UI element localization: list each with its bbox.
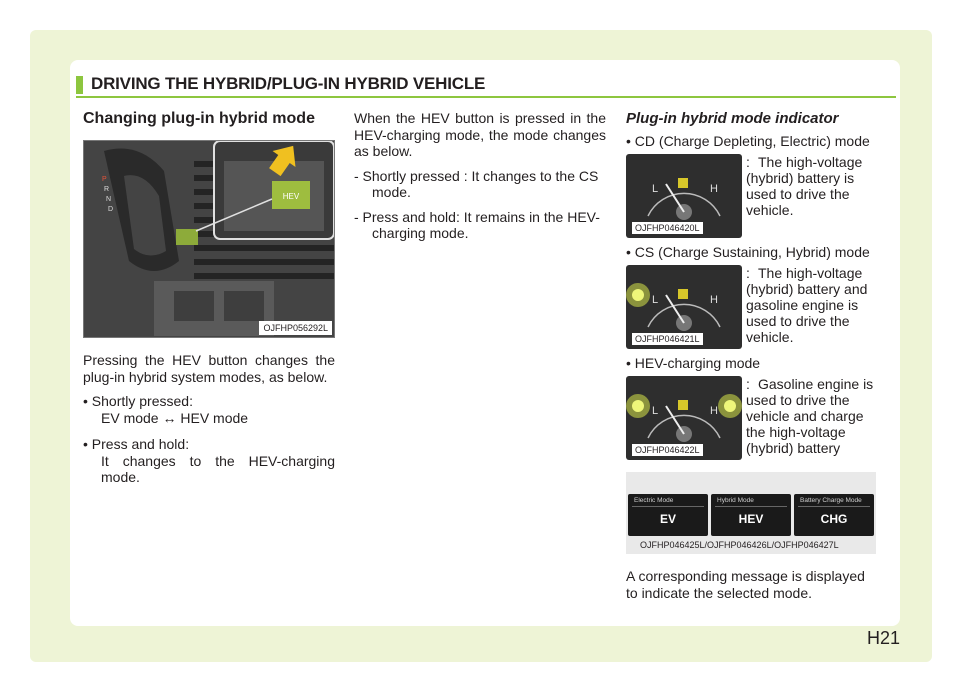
- page-number: H21: [866, 628, 900, 648]
- indicator-cs: [626, 265, 880, 349]
- mode-messages-panel: [626, 472, 876, 554]
- svg-text:D: D: [108, 206, 114, 213]
- column-middle: [354, 110, 606, 242]
- indicator-bullet: • HEV-charging mode: [626, 355, 761, 371]
- indicator-description: : The high-voltage (hybrid) battery is used to drive the vehicle.: [746, 154, 863, 218]
- svg-text:L: L: [652, 405, 659, 417]
- svg-text:N: N: [106, 196, 112, 203]
- indicator-bullet: • CS (Charge Sustaining, Hybrid) mode: [626, 244, 870, 260]
- mode-message-ev: Electric Mode EV: [628, 494, 708, 536]
- console-illustration: [84, 141, 334, 337]
- indicator-description: : The high-voltage (hybrid) battery and gasoline engine is used to drive the vehicle.: [746, 265, 868, 345]
- section-title: Changing plug-in hybrid mode: [83, 110, 315, 127]
- indicator-hev-charging: [626, 376, 880, 460]
- header-divider: [76, 96, 896, 98]
- gauge-caption: OJFHP046422L: [632, 444, 703, 456]
- header-accent-bar: [76, 76, 83, 94]
- hev-button-shape: [176, 229, 198, 245]
- mode-message-hev: Hybrid Mode HEV: [711, 494, 791, 536]
- list-item: - Shortly pressed : It changes to the CS mode.: [354, 167, 599, 200]
- svg-text:H: H: [710, 294, 718, 306]
- intro-paragraph: Pressing the HEV button changes the plug-in hybrid system modes, as below.: [83, 352, 335, 385]
- console-photo: [83, 140, 335, 338]
- svg-text:H: H: [710, 183, 718, 195]
- indicator-cd: [626, 154, 880, 238]
- fuel-pump-icon: [678, 178, 688, 188]
- fuel-gauge: [626, 376, 742, 460]
- fuel-pump-icon: [678, 400, 688, 410]
- indicator-bullet: • CD (Charge Depleting, Electric) mode: [626, 133, 870, 149]
- fuel-gauge: [626, 265, 742, 349]
- list-item-detail: It changes to the HEV-charging mode.: [101, 452, 335, 485]
- svg-text:L: L: [652, 183, 659, 195]
- press-list: [83, 393, 335, 486]
- section-header-title: DRIVING THE HYBRID/PLUG-IN HYBRID VEHICLE: [91, 74, 486, 93]
- hev-charging-paragraph: When the HEV button is pressed in the HEV-charging mode, the mode changes as below.: [354, 110, 606, 159]
- svg-text:P: P: [102, 176, 107, 183]
- indicator-description: : Gasoline engine is used to drive the vehicle and charge the high-voltage (hybrid) battery: [746, 376, 874, 456]
- mode-message-chg: Battery Charge Mode CHG: [794, 494, 874, 536]
- footer-paragraph: A corresponding message is displayed to indicate the selected mode.: [626, 568, 865, 601]
- list-item: - Press and hold: It remains in the HEV-charging mode.: [354, 208, 600, 241]
- column-left: [83, 110, 335, 486]
- indicator-subtitle: Plug-in hybrid mode indicator: [626, 110, 839, 127]
- svg-text:L: L: [652, 294, 659, 306]
- list-item: • Shortly pressed:: [83, 393, 193, 409]
- gauge-caption: OJFHP046420L: [632, 222, 703, 234]
- fuel-pump-icon: [678, 289, 688, 299]
- photo-caption: OJFHP056292L: [259, 321, 332, 335]
- column-right: [626, 110, 880, 601]
- gauge-caption: OJFHP046421L: [632, 333, 703, 345]
- list-item-detail: EV mode ↔ HEV mode: [101, 409, 249, 426]
- fuel-gauge: [626, 154, 742, 238]
- svg-text:H: H: [710, 405, 718, 417]
- hev-button-closeup-label: HEV: [282, 192, 300, 201]
- modes-caption: OJFHP046425L/OJFHP046426L/OJFHP046427L: [640, 540, 839, 550]
- svg-text:R: R: [104, 186, 110, 193]
- list-item: • Press and hold:: [83, 436, 190, 452]
